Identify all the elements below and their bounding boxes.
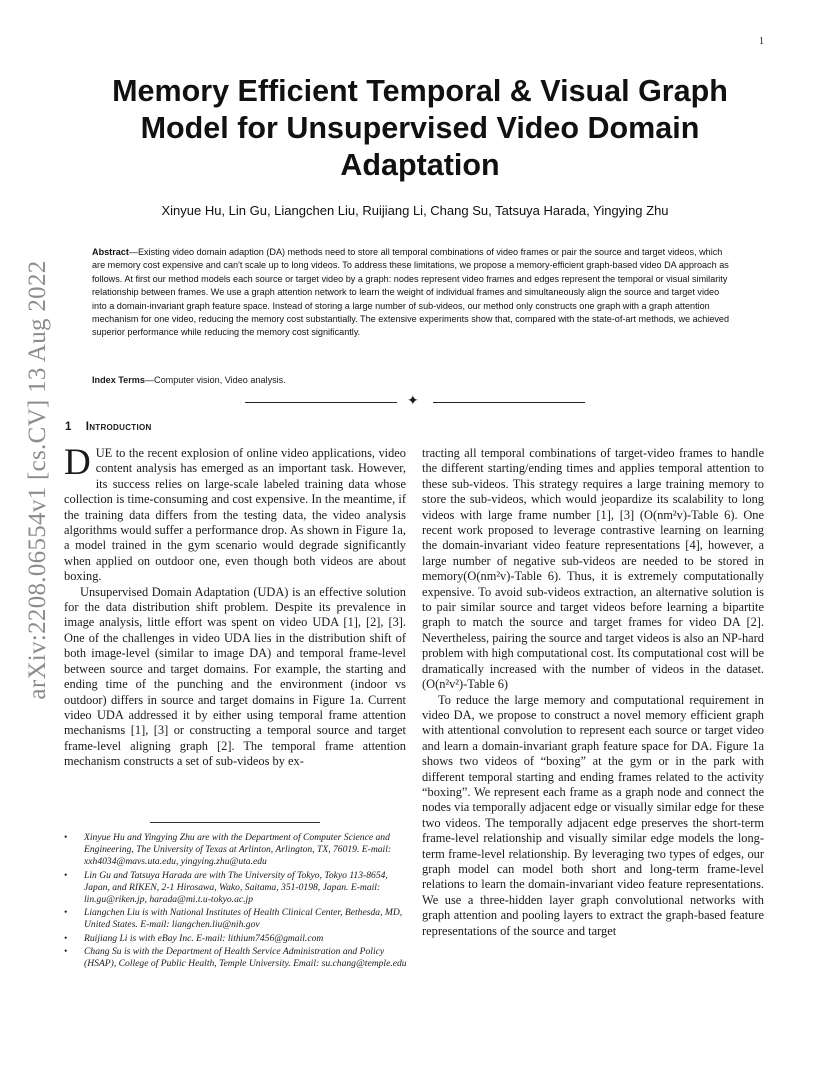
intro-paragraph-1-text: to the recent explosion of online video applications, video content analysis has emerged as an important task. However, its success relies on large-scale labeled training data whose collection is time-consuming and cost expensive. In the meantime, if the training data differs from the testing data, the video analysis algorithms would suffer a performance drop. As shown in Figure 1a, a model trained in the gym scenario would degrade significantly when applied on outdoor one, even though both videos are about boxing. [64, 446, 406, 584]
index-terms-label: Index Terms [92, 375, 145, 385]
abstract-text: —Existing video domain adaption (DA) methods need to store all temporal combinations of video frames or pair the source and target videos, which are memory cost expensive and can't scale up to long videos. To address these limitations, we propose a memory-efficient graph-based video DA approach as follows. At first our method models each source or target video by a graph: nodes represent video frames and edges represent the temporal or visual similarity relationship between frames. We use a graph attention network to learn the weight of individual frames and simultaneously align the source and target video into a domain-invariant graph feature space. Instead of storing a large number of sub-videos, our method only constructs one graph with a graph attention mechanism for one video, reducing the memory cost substantially. The extensive experiments show that, compared with the state-of-art methods, we achieved superior performance while reducing the memory cost significantly. [92, 247, 730, 338]
footnote-item: • Liangchen Liu is with National Institutes of Health Clinical Center, Bethesda, MD, United States. E-mail: liangchen.liu@nih.gov [64, 907, 408, 931]
section-heading [65, 421, 152, 433]
intro-paragraph-1 [64, 442, 406, 585]
affiliation-footnotes [64, 832, 408, 971]
divider-line-right [433, 402, 585, 403]
section-title: Introduction [85, 421, 152, 433]
divider-line-left [245, 402, 397, 403]
page-number: 1 [759, 36, 764, 47]
author-list: Xinyue Hu, Lin Gu, Liangchen Liu, Ruijiang Li, Chang Su, Tatsuya Harada, Yingying Zhu [161, 203, 669, 218]
drop-cap: D [64, 442, 91, 483]
right-column [422, 446, 764, 939]
intro-paragraph-3: tracting all temporal combinations of target-video frames to handle the different starting/ending times and applies temporal attention to these sub-videos. This strategy requires a large training memory to store the sub-videos, which would jeopardize its scalability to long videos with large frame number [1], [3] (O(nm²v)-Table 6). One recent work proposed to leverage contrastive learning on learning the domain-invariant video feature representations [4], however, a large number of negative sub-videos are needed to be stored in memory(O(nm²v)-Table 6). Thus, it is extremely computationally expensive. To avoid sub-videos extraction, an alternative solution is to pair similar source and target videos before learning a bipartite graph to match the source and target frames for video DA [2]. Nevertheless, pairing the source and target videos is also an NP-hard problem with high computational cost. Its computational cost will be dramatically increased with the number of videos in the dataset.(O(n²v²)-Table 6) [422, 446, 764, 692]
footnote-item: • Chang Su is with the Department of Health Service Administration and Policy (HSAP), College of Public Health, Temple University. Email: su.chang@temple.edu [64, 946, 408, 970]
paper-title: Memory Efficient Temporal & Visual Graph Model for Unsupervised Video Domain Adaptation [112, 74, 728, 182]
footnote-item: • Xinyue Hu and Yingying Zhu are with the Department of Computer Science and Engineering, The University of Texas at Arlinton, Arlington, TX, 76019. E-mail: xxh4034@mavs.uta.edu, yingying.zhu@uta.edu [64, 832, 408, 869]
footnote-rule [150, 822, 320, 823]
drop-cap-continuation: UE [95, 446, 113, 460]
footnote-item: • Ruijiang Li is with eBay Inc. E-mail: lithium7456@gmail.com [64, 933, 408, 945]
intro-paragraph-4: To reduce the large memory and computational requirement in video DA, we propose to construct a novel memory efficient graph with attentional convolution to represent each source or target video and learn a domain-invariant graph feature space for DA. Figure 1a shows two videos of “boxing” at the gym or in the park with different temporal starting and ending frames related to the activity “boxing”. We represent each frame as a graph node and connect the nodes via temporally adjacent edge or visually similar edge for these two videos. The temporally adjacent edge preserves the short-term frame-level relationship and visually similar edge models the long-term frame-level relationship. By leveraging two types of edges, our graph model can model both short and long-term frame-level relations to learn the domain-invariant video feature representations. We use a three-hidden layer graph convolutional networks with graph attention and pooling layers to extract the graph-based feature representations of the source and target [422, 692, 764, 938]
abstract-label: Abstract [92, 247, 129, 257]
index-terms [92, 374, 732, 387]
intro-paragraph-2: Unsupervised Domain Adaptation (UDA) is an effective solution for the data distribution shift problem. Despite its prevalence in image analysis, little effort was spent on video UDA [1], [2], [3]. One of the challenges in video UDA lies in the distribution shift of both image-level (similar to image DA) and temporal frame-level between source and target domains. For example, the starting and ending time of the punching and the environment (indoor vs outdoor) differs in source and target domains in Figure 1a. Current video UDA addressed it by either using temporal frame attention mechanisms [1], [3] or constructing a temporal source and target frame-level aligning graph [2]. The temporal frame attention mechanism constructs a set of sub-videos by ex- [64, 584, 406, 769]
abstract [92, 246, 732, 340]
footnote-item: • Lin Gu and Tatsuya Harada are with The University of Tokyo, Tokyo 113-8654, Japan, and RIKEN, 2-1 Hirosawa, Wako, Saitama, 351-0198, Japan. E-mail: lin.gu@riken.jp, harada@mi.t.u-tokyo.ac.jp [64, 870, 408, 907]
arxiv-identifier: arXiv:2208.06554v1 [cs.CV] 13 Aug 2022 [24, 260, 51, 700]
section-divider [245, 393, 585, 409]
arxiv-stamp [22, 260, 54, 700]
left-column [64, 442, 406, 770]
index-terms-text: —Computer vision, Video analysis. [144, 375, 286, 385]
section-number: 1 [65, 421, 72, 433]
divider-star-icon: ✦ [407, 393, 419, 409]
